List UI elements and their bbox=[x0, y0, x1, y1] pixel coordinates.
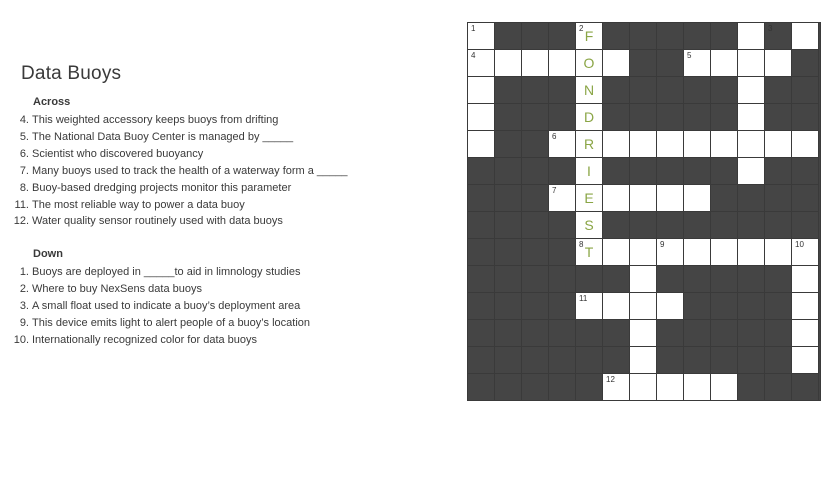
grid-block bbox=[467, 184, 495, 212]
puzzle-title: Data Buoys bbox=[21, 63, 122, 84]
grid-cell[interactable] bbox=[575, 211, 603, 239]
grid-block bbox=[791, 373, 819, 401]
grid-block bbox=[467, 373, 495, 401]
grid-cell[interactable] bbox=[575, 76, 603, 104]
grid-cell[interactable] bbox=[629, 346, 657, 374]
grid-cell[interactable] bbox=[710, 238, 738, 266]
grid-block bbox=[548, 346, 576, 374]
down-heading: Down bbox=[33, 248, 63, 260]
cell-letter: I bbox=[587, 163, 591, 179]
grid-block bbox=[656, 22, 684, 50]
grid-block bbox=[737, 373, 765, 401]
grid-block bbox=[710, 265, 738, 293]
grid-block bbox=[602, 265, 630, 293]
grid-block bbox=[764, 76, 792, 104]
clue-across-8 bbox=[0, 181, 420, 195]
grid-block bbox=[494, 76, 522, 104]
grid-cell[interactable] bbox=[629, 265, 657, 293]
grid-block bbox=[602, 211, 630, 239]
clue-text: A small float used to indicate a buoy’s deployment area bbox=[32, 300, 301, 312]
grid-cell[interactable] bbox=[683, 49, 711, 77]
grid-block bbox=[737, 346, 765, 374]
clue-text: Scientist who discovered buoyancy bbox=[32, 148, 204, 160]
cell-number: 2 bbox=[579, 24, 584, 33]
grid-block bbox=[791, 76, 819, 104]
grid-block bbox=[683, 76, 711, 104]
grid-block bbox=[548, 211, 576, 239]
grid-block bbox=[467, 211, 495, 239]
cell-number: 3 bbox=[768, 24, 773, 33]
grid-cell[interactable] bbox=[656, 130, 684, 158]
grid-block bbox=[602, 346, 630, 374]
grid-cell[interactable] bbox=[602, 130, 630, 158]
clue-across-4 bbox=[0, 113, 420, 127]
grid-cell[interactable] bbox=[737, 238, 765, 266]
grid-block bbox=[656, 319, 684, 347]
clue-down-2 bbox=[0, 282, 420, 296]
across-heading: Across bbox=[33, 96, 71, 108]
cell-letter: R bbox=[583, 136, 595, 152]
grid-cell[interactable] bbox=[656, 292, 684, 320]
grid-cell[interactable] bbox=[764, 130, 792, 158]
grid-block bbox=[683, 346, 711, 374]
grid-cell[interactable] bbox=[629, 130, 657, 158]
grid-cell[interactable] bbox=[737, 103, 765, 131]
grid-cell[interactable] bbox=[602, 184, 630, 212]
clue-number: 3. bbox=[19, 300, 29, 312]
grid-block bbox=[764, 157, 792, 185]
grid-block bbox=[656, 346, 684, 374]
grid-block bbox=[575, 319, 603, 347]
grid-block bbox=[710, 292, 738, 320]
grid-block bbox=[494, 22, 522, 50]
cell-letter: N bbox=[583, 82, 595, 98]
grid-cell[interactable] bbox=[575, 22, 603, 50]
grid-block bbox=[521, 211, 549, 239]
grid-block bbox=[521, 130, 549, 158]
grid-cell[interactable] bbox=[683, 130, 711, 158]
grid-block bbox=[521, 184, 549, 212]
grid-cell[interactable] bbox=[575, 157, 603, 185]
grid-block bbox=[494, 157, 522, 185]
grid-cell[interactable] bbox=[791, 130, 819, 158]
clue-number: 5. bbox=[19, 131, 29, 143]
grid-block bbox=[494, 103, 522, 131]
grid-block bbox=[548, 103, 576, 131]
grid-block bbox=[737, 265, 765, 293]
grid-block bbox=[710, 184, 738, 212]
grid-cell[interactable] bbox=[791, 22, 819, 50]
grid-block bbox=[467, 238, 495, 266]
grid-block bbox=[494, 346, 522, 374]
grid-cell[interactable] bbox=[575, 292, 603, 320]
grid-block bbox=[764, 346, 792, 374]
clue-text: Buoy-based dredging projects monitor this parameter bbox=[32, 182, 292, 194]
grid-block bbox=[683, 157, 711, 185]
grid-block bbox=[494, 265, 522, 293]
grid-block bbox=[683, 319, 711, 347]
grid-cell[interactable] bbox=[629, 373, 657, 401]
grid-block bbox=[548, 373, 576, 401]
grid-block bbox=[629, 22, 657, 50]
grid-block bbox=[602, 157, 630, 185]
grid-cell[interactable] bbox=[791, 238, 819, 266]
cell-number: 7 bbox=[552, 186, 557, 195]
grid-block bbox=[467, 292, 495, 320]
cell-letter: E bbox=[584, 190, 594, 206]
grid-block bbox=[548, 22, 576, 50]
grid-block bbox=[467, 157, 495, 185]
grid-cell[interactable] bbox=[602, 373, 630, 401]
clue-text: Water quality sensor routinely used with data buoys bbox=[32, 215, 283, 227]
grid-block bbox=[629, 157, 657, 185]
grid-block bbox=[602, 103, 630, 131]
grid-block bbox=[494, 319, 522, 347]
cell-number: 8 bbox=[579, 240, 584, 249]
clue-across-7 bbox=[0, 164, 420, 178]
grid-cell[interactable] bbox=[737, 76, 765, 104]
grid-cell[interactable] bbox=[629, 238, 657, 266]
grid-cell[interactable] bbox=[764, 238, 792, 266]
grid-block bbox=[494, 238, 522, 266]
cell-number: 5 bbox=[687, 51, 692, 60]
grid-block bbox=[602, 22, 630, 50]
clue-number: 1. bbox=[19, 266, 29, 278]
grid-block bbox=[764, 265, 792, 293]
grid-block bbox=[710, 103, 738, 131]
grid-block bbox=[467, 346, 495, 374]
grid-block bbox=[710, 319, 738, 347]
grid-block bbox=[521, 319, 549, 347]
grid-cell[interactable] bbox=[575, 130, 603, 158]
grid-cell[interactable] bbox=[602, 238, 630, 266]
grid-block bbox=[548, 292, 576, 320]
grid-block bbox=[494, 373, 522, 401]
clue-number: 8. bbox=[19, 182, 29, 194]
grid-block bbox=[683, 211, 711, 239]
grid-cell[interactable] bbox=[467, 49, 495, 77]
grid-cell[interactable] bbox=[467, 103, 495, 131]
grid-cell[interactable] bbox=[683, 238, 711, 266]
grid-block bbox=[683, 103, 711, 131]
clue-number: 6. bbox=[19, 148, 29, 160]
grid-block bbox=[548, 238, 576, 266]
grid-cell[interactable] bbox=[791, 346, 819, 374]
grid-cell[interactable] bbox=[737, 157, 765, 185]
grid-block bbox=[656, 157, 684, 185]
grid-block bbox=[791, 157, 819, 185]
cell-number: 11 bbox=[579, 294, 588, 303]
clue-text: This weighted accessory keeps buoys from drifting bbox=[32, 114, 279, 126]
cell-number: 1 bbox=[471, 24, 476, 33]
grid-block bbox=[710, 22, 738, 50]
grid-block bbox=[548, 157, 576, 185]
clue-text: The National Data Buoy Center is managed by _____ bbox=[32, 131, 294, 143]
grid-cell[interactable] bbox=[791, 292, 819, 320]
grid-block bbox=[548, 319, 576, 347]
grid-cell[interactable] bbox=[791, 319, 819, 347]
grid-block bbox=[521, 22, 549, 50]
grid-block bbox=[467, 265, 495, 293]
clue-text: Internationally recognized color for data buoys bbox=[32, 334, 258, 346]
clue-across-12 bbox=[0, 214, 420, 228]
grid-cell[interactable] bbox=[548, 184, 576, 212]
grid-cell[interactable] bbox=[737, 49, 765, 77]
grid-block bbox=[494, 184, 522, 212]
grid-block bbox=[764, 103, 792, 131]
grid-block bbox=[737, 319, 765, 347]
crossword-grid bbox=[467, 22, 821, 401]
grid-cell[interactable] bbox=[548, 49, 576, 77]
clue-down-10 bbox=[0, 333, 420, 347]
grid-block bbox=[683, 265, 711, 293]
grid-cell[interactable] bbox=[656, 373, 684, 401]
grid-block bbox=[521, 103, 549, 131]
grid-block bbox=[764, 184, 792, 212]
grid-cell[interactable] bbox=[467, 76, 495, 104]
clue-number: 10. bbox=[13, 334, 29, 346]
grid-block bbox=[764, 211, 792, 239]
grid-block bbox=[764, 22, 792, 50]
clue-number: 12. bbox=[13, 215, 29, 227]
grid-cell[interactable] bbox=[494, 49, 522, 77]
clue-down-9 bbox=[0, 316, 420, 330]
clue-text: Buoys are deployed in _____to aid in limnology studies bbox=[32, 266, 301, 278]
cell-number: 6 bbox=[552, 132, 557, 141]
grid-block bbox=[629, 49, 657, 77]
grid-cell[interactable] bbox=[629, 184, 657, 212]
grid-block bbox=[737, 184, 765, 212]
grid-cell[interactable] bbox=[602, 292, 630, 320]
grid-block bbox=[737, 292, 765, 320]
grid-block bbox=[764, 373, 792, 401]
grid-block bbox=[575, 373, 603, 401]
grid-block bbox=[521, 76, 549, 104]
clue-number: 4. bbox=[19, 114, 29, 126]
grid-block bbox=[791, 184, 819, 212]
cell-number: 9 bbox=[660, 240, 665, 249]
clue-across-11 bbox=[0, 198, 420, 212]
cell-letter: D bbox=[583, 109, 595, 125]
grid-cell[interactable] bbox=[575, 238, 603, 266]
grid-block bbox=[791, 211, 819, 239]
grid-cell[interactable] bbox=[548, 130, 576, 158]
clue-down-3 bbox=[0, 299, 420, 313]
grid-cell[interactable] bbox=[467, 22, 495, 50]
grid-cell[interactable] bbox=[575, 184, 603, 212]
grid-block bbox=[656, 265, 684, 293]
clue-number: 11. bbox=[14, 199, 29, 211]
grid-block bbox=[494, 292, 522, 320]
grid-block bbox=[575, 265, 603, 293]
grid-cell[interactable] bbox=[764, 49, 792, 77]
clue-text: This device emits light to alert people of a buoy’s location bbox=[32, 317, 311, 329]
clue-across-6 bbox=[0, 147, 420, 161]
clue-across-5 bbox=[0, 130, 420, 144]
grid-cell[interactable] bbox=[791, 265, 819, 293]
grid-cell[interactable] bbox=[710, 130, 738, 158]
grid-cell[interactable] bbox=[710, 49, 738, 77]
grid-block bbox=[602, 319, 630, 347]
grid-block bbox=[656, 49, 684, 77]
grid-block bbox=[764, 292, 792, 320]
grid-cell[interactable] bbox=[683, 373, 711, 401]
grid-block bbox=[710, 157, 738, 185]
grid-block bbox=[494, 130, 522, 158]
grid-cell[interactable] bbox=[575, 103, 603, 131]
grid-block bbox=[683, 292, 711, 320]
grid-block bbox=[791, 49, 819, 77]
grid-cell[interactable] bbox=[656, 238, 684, 266]
grid-block bbox=[737, 211, 765, 239]
grid-block bbox=[683, 22, 711, 50]
clue-text: Where to buy NexSens data buoys bbox=[32, 283, 202, 295]
grid-block bbox=[656, 76, 684, 104]
cell-letter: F bbox=[584, 28, 594, 44]
grid-block bbox=[467, 319, 495, 347]
grid-cell[interactable] bbox=[683, 184, 711, 212]
grid-cell[interactable] bbox=[467, 130, 495, 158]
grid-block bbox=[521, 157, 549, 185]
cell-letter: S bbox=[584, 217, 594, 233]
grid-block bbox=[629, 103, 657, 131]
grid-block bbox=[710, 76, 738, 104]
cell-number: 4 bbox=[471, 51, 476, 60]
grid-cell[interactable] bbox=[575, 49, 603, 77]
clue-text: The most reliable way to power a data buoy bbox=[32, 199, 245, 211]
grid-block bbox=[710, 346, 738, 374]
grid-block bbox=[629, 76, 657, 104]
grid-cell[interactable] bbox=[656, 184, 684, 212]
grid-block bbox=[629, 211, 657, 239]
cell-number: 10 bbox=[795, 240, 804, 249]
grid-block bbox=[791, 103, 819, 131]
grid-block bbox=[521, 238, 549, 266]
grid-block bbox=[710, 211, 738, 239]
cell-number: 12 bbox=[606, 375, 615, 384]
cell-letter: T bbox=[584, 244, 594, 260]
grid-cell[interactable] bbox=[602, 49, 630, 77]
grid-block bbox=[548, 76, 576, 104]
clue-number: 2. bbox=[19, 283, 29, 295]
clue-number: 9. bbox=[19, 317, 29, 329]
grid-block bbox=[656, 103, 684, 131]
grid-cell[interactable] bbox=[629, 292, 657, 320]
grid-block bbox=[521, 346, 549, 374]
grid-cell[interactable] bbox=[521, 49, 549, 77]
grid-block bbox=[521, 265, 549, 293]
grid-block bbox=[494, 211, 522, 239]
grid-block bbox=[521, 373, 549, 401]
grid-block bbox=[575, 346, 603, 374]
grid-block bbox=[656, 211, 684, 239]
grid-cell[interactable] bbox=[737, 130, 765, 158]
clue-number: 7. bbox=[19, 165, 29, 177]
grid-cell[interactable] bbox=[629, 319, 657, 347]
clue-down-1 bbox=[0, 265, 420, 279]
clue-text: Many buoys used to track the health of a waterway form a _____ bbox=[32, 165, 348, 177]
grid-cell[interactable] bbox=[710, 373, 738, 401]
grid-cell[interactable] bbox=[737, 22, 765, 50]
grid-block bbox=[602, 76, 630, 104]
grid-block bbox=[764, 319, 792, 347]
grid-block bbox=[548, 265, 576, 293]
cell-letter: O bbox=[583, 55, 595, 71]
grid-block bbox=[521, 292, 549, 320]
